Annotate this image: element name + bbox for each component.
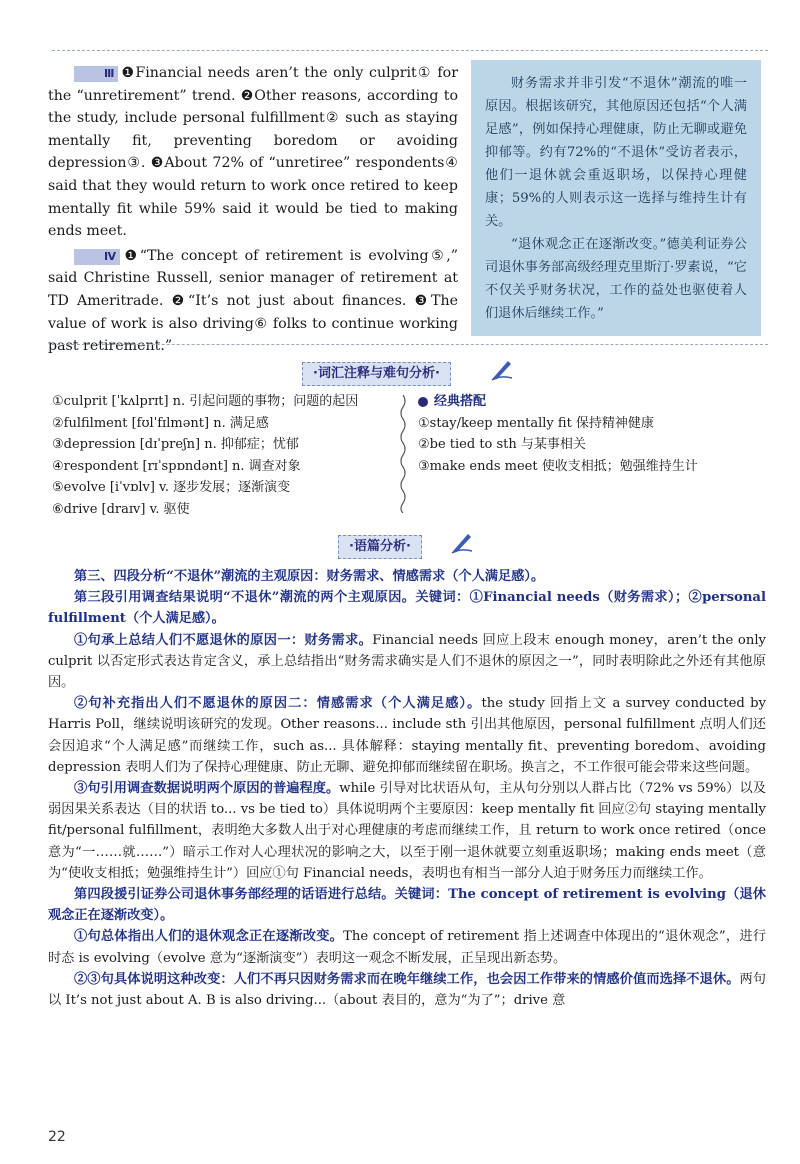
analysis-sentence-body: The concept of retirement 指上述调查中体现出的“退休观念”，进行时态 is evolving（evolve 意为“逐渐演变”）表明这一观念不断发展，正呈现出新态势。 — [48, 929, 767, 966]
bullet-icon — [418, 397, 428, 407]
vocab-section-title: ·词汇注释与难句分析· — [302, 362, 451, 386]
analysis-heading: 第三段引用调查结果说明“不退休”潮流的两个主观原因。关键词：①Financial needs（财务需求）；②personal fulfillment（个人满足感）。 — [48, 590, 766, 627]
analysis-sentence-body: 两句以 It’s not just about A. B is also driving...（about 表目的，意为“为了”；drive 意 — [48, 971, 766, 1009]
analysis-sentence-head: ②句补充指出人们不愿退休的原因二：情感需求（个人满足感）。 — [74, 696, 482, 712]
translation-p2: “退休观念正在逐渐改变。”德美利证券公司退休事务部高级经理克里斯汀·罗素说，“它不仅关乎财务状况，工作的益处也驱使着人们退休后继续工作。” — [485, 237, 747, 321]
collocation-title: 经典搭配 — [434, 394, 487, 409]
top-dashed-rule — [52, 50, 768, 51]
collocation-item: ①stay/keep mentally fit 保持精神健康 — [418, 415, 654, 431]
analysis-sentence-head: ①句总体指出人们的退休观念正在逐渐改变。 — [74, 929, 344, 945]
vocab-list — [52, 391, 382, 520]
analysis-section-title: ·语篇分析· — [338, 535, 422, 559]
collocation-list — [418, 391, 758, 477]
pen-icon — [450, 530, 474, 554]
vocab-item: ⑥drive [draɪv] v. 驱使 — [52, 501, 190, 517]
paragraph-4-marker: Ⅳ — [74, 249, 120, 265]
pen-icon — [490, 357, 514, 381]
paragraph-3-text: ❶Financial needs aren’t the only culprit① for the “unretirement” trend. ❷Other reasons, according to the study, include personal fulfillment② such as staying mentally fit, preventing boredom or avoiding depression③. ❸About 72% of “unretiree” respondents④ said that they would return to work once retired to keep mentally fit while 59% said it would be tied to making ends meet. — [48, 65, 458, 240]
analysis-sentence-head: ①句承上总结人们不愿退休的原因一：财务需求。 — [74, 632, 373, 648]
wavy-divider — [398, 395, 408, 513]
paragraph-3 — [48, 62, 458, 243]
collocation-item: ③make ends meet 使收支相抵；勉强维持生计 — [418, 458, 698, 474]
page-number: 22 — [48, 1129, 66, 1145]
analysis-sentence-body: Financial needs 回应上段末 enough money，aren’t the only culprit 以否定形式表达肯定含义，承上总结指出“财务需求确实是人们不退休的原因之一”，同时表明除此之外还有其他原因。 — [48, 632, 766, 691]
discourse-analysis — [48, 566, 766, 1011]
paragraph-3-marker: Ⅲ — [74, 66, 118, 82]
translation-p1: 财务需求并非引发“不退休”潮流的唯一原因。根据该研究，其他原因还包括“个人满足感”，例如保持心理健康，防止无聊或避免抑郁等。约有72%的“不退休”受访者表示，他们一退休就会重返职场，以保持心理健康；59%的人则表示这一选择与维持生计有关。 — [485, 76, 747, 229]
analysis-sentence — [48, 969, 766, 1011]
vocab-item: ②fulfilment [fʊlˈfɪlmənt] n. 满足感 — [52, 415, 269, 431]
analysis-sentence-head: ②③句具体说明这种改变：人们不再只因财务需求而在晚年继续工作，也会因工作带来的情感价值而选择不退休。 — [74, 971, 740, 987]
chinese-translation-box — [471, 60, 761, 336]
english-passage — [48, 62, 458, 360]
vocab-item: ①culprit [ˈkʌlprɪt] n. 引起问题的事物；问题的起因 — [52, 394, 359, 409]
vocab-item: ④respondent [rɪˈspɒndənt] n. 调查对象 — [52, 458, 301, 474]
analysis-sentence-body: the study 回指上文 a survey conducted by Harris Poll，继续说明该研究的发现。Other reasons... include sth 引出其他原因，personal fulfillment 点明人们还会因追求“个人满足感”而继续工作，such as... 具体解释：staying mentally fit、preventing boredom、avoiding depression 表明人们为了保持心理健康、防止无聊、避免抑郁而继续留在职场。换言之，不工作很可能会带来这些问题。 — [48, 696, 766, 775]
vocab-item: ⑤evolve [iˈvɒlv] v. 逐步发展；逐渐演变 — [52, 480, 291, 495]
analysis-heading: 第三、四段分析“不退休”潮流的主观原因：财务需求、情感需求（个人满足感）。 — [74, 569, 545, 584]
analysis-sentence — [48, 778, 766, 884]
analysis-sentence — [48, 926, 766, 968]
analysis-sentence — [48, 630, 766, 694]
vocab-item: ③depression [dɪˈpreʃn] n. 抑郁症；忧郁 — [52, 437, 299, 452]
analysis-sentence-body: while 引导对比状语从句，主从句分别以人群占比（72% vs 59%）以及弱因果关系表达（目的状语 to... vs be tied to）具体说明两个主要原因：keep mentally fit 回应②句 staying mentally fit/personal fulfillment，表明绝大多数人出于对心理健康的考虑而继续工作，且 return to work once retired（once 意为“一……就……”）暗示工作对人心理状况的影响之大，以至于刚一退休就要立刻重返职场；making ends meet（意为“使收支相抵；勉强维持生计”）回应①句 Financial needs，表明也有相当一部分人迫于财务压力而继续工作。 — [48, 781, 767, 881]
paragraph-4 — [48, 245, 458, 358]
paragraph-4-text: ❶“The concept of retirement is evolving⑤,” said Christine Russell, senior manager of retirement at TD Ameritrade. ❷“It’s not just about finances. ❸The value of work is also driving⑥ folks to continue working past retirement.” — [48, 247, 458, 355]
analysis-sentence — [48, 693, 766, 778]
analysis-sentence-head: ③句引用调查数据说明两个原因的普遍程度。 — [74, 781, 340, 797]
middle-dashed-rule — [52, 344, 768, 345]
analysis-heading: 第四段援引证券公司退休事务部经理的话语进行总结。关键词：The concept of retirement is evolving（退休观念正在逐渐改变）。 — [48, 887, 766, 924]
collocation-item: ②be tied to sth 与某事相关 — [418, 437, 586, 452]
